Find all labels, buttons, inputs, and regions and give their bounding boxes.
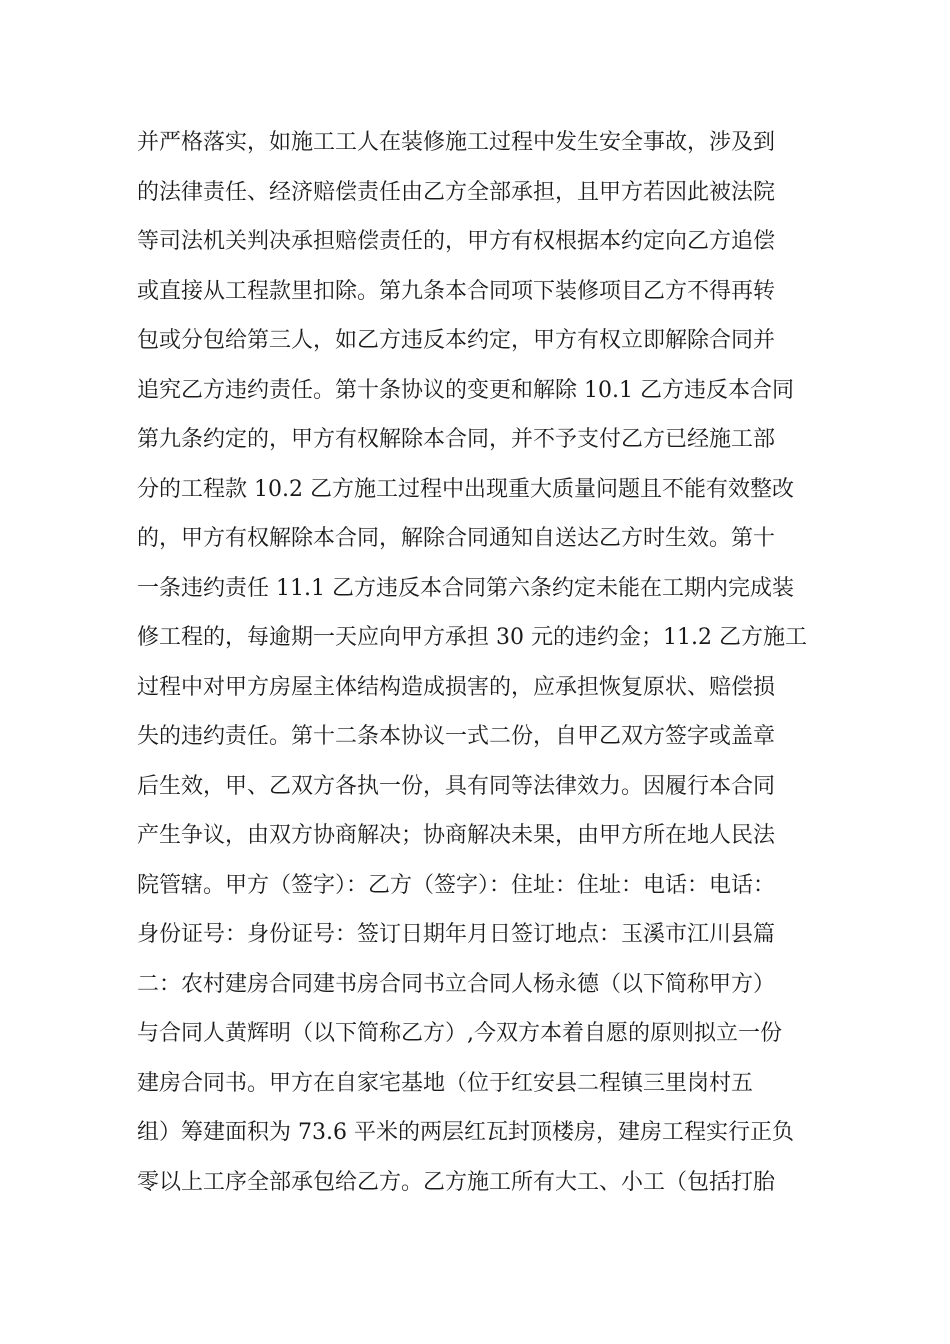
text-line: 建房合同书。甲方在自家宅基地（位于红安县二程镇三里岗村五 <box>137 1070 754 1096</box>
text-line: 的法律责任、经济赔偿责任由乙方全部承担，且甲方若因此被法院 <box>137 179 776 205</box>
text-line: 修工程的，每逾期一天应向甲方承担 30 元的违约金；11.2 乙方施工 <box>137 625 807 650</box>
text-line: 追究乙方违约责任。第十条协议的变更和解除 10.1 乙方违反本合同 <box>137 377 794 403</box>
text-line: 等司法机关判决承担赔偿责任的，甲方有权根据本约定向乙方追偿 <box>137 229 776 254</box>
text-line: 包或分包给第三人，如乙方违反本约定，甲方有权立即解除合同并 <box>137 328 776 353</box>
text-line: 一条违约责任 11.1 乙方违反本合同第六条约定未能在工期内完成装 <box>137 575 794 601</box>
text-line: 分的工程款 10.2 乙方施工过程中出现重大质量问题且不能有效整改 <box>137 476 794 502</box>
text-line: 零以上工序全部承包给乙方。乙方施工所有大工、小工（包括打胎 <box>137 1169 776 1195</box>
text-line: 产生争议，由双方协商解决；协商解决未果，由甲方所在地人民法 <box>137 823 776 848</box>
text-line: 的，甲方有权解除本合同，解除合同通知自送达乙方时生效。第十 <box>137 526 776 551</box>
text-line: 身份证号：身份证号：签订日期年月日签订地点：玉溪市江川县篇 <box>137 922 776 947</box>
body-text <box>137 118 837 1207</box>
text-line: 或直接从工程款里扣除。第九条本合同项下装修项目乙方不得再转 <box>137 278 776 304</box>
text-line: 院管辖。甲方（签字）：乙方（签字）：住址：住址：电话：电话： <box>137 872 776 898</box>
text-line: 后生效，甲、乙双方各执一份，具有同等法律效力。因履行本合同 <box>137 773 776 799</box>
text-line: 过程中对甲方房屋主体结构造成损害的，应承担恢复原状、赔偿损 <box>137 674 776 700</box>
text-line: 失的违约责任。第十二条本协议一式二份，自甲乙双方签字或盖章 <box>137 724 776 749</box>
text-line: 第九条约定的，甲方有权解除本合同，并不予支付乙方已经施工部 <box>137 427 776 452</box>
text-line: 与合同人黄辉明（以下简称乙方）,今双方本着自愿的原则拟立一份 <box>137 1021 782 1046</box>
text-line: 组）筹建面积为 73.6 平米的两层红瓦封顶楼房，建房工程实行正负 <box>137 1120 794 1145</box>
text-line: 二：农村建房合同建书房合同书立合同人杨永德（以下简称甲方） <box>137 971 776 997</box>
text-line: 并严格落实，如施工工人在装修施工过程中发生安全事故，涉及到 <box>137 130 776 155</box>
